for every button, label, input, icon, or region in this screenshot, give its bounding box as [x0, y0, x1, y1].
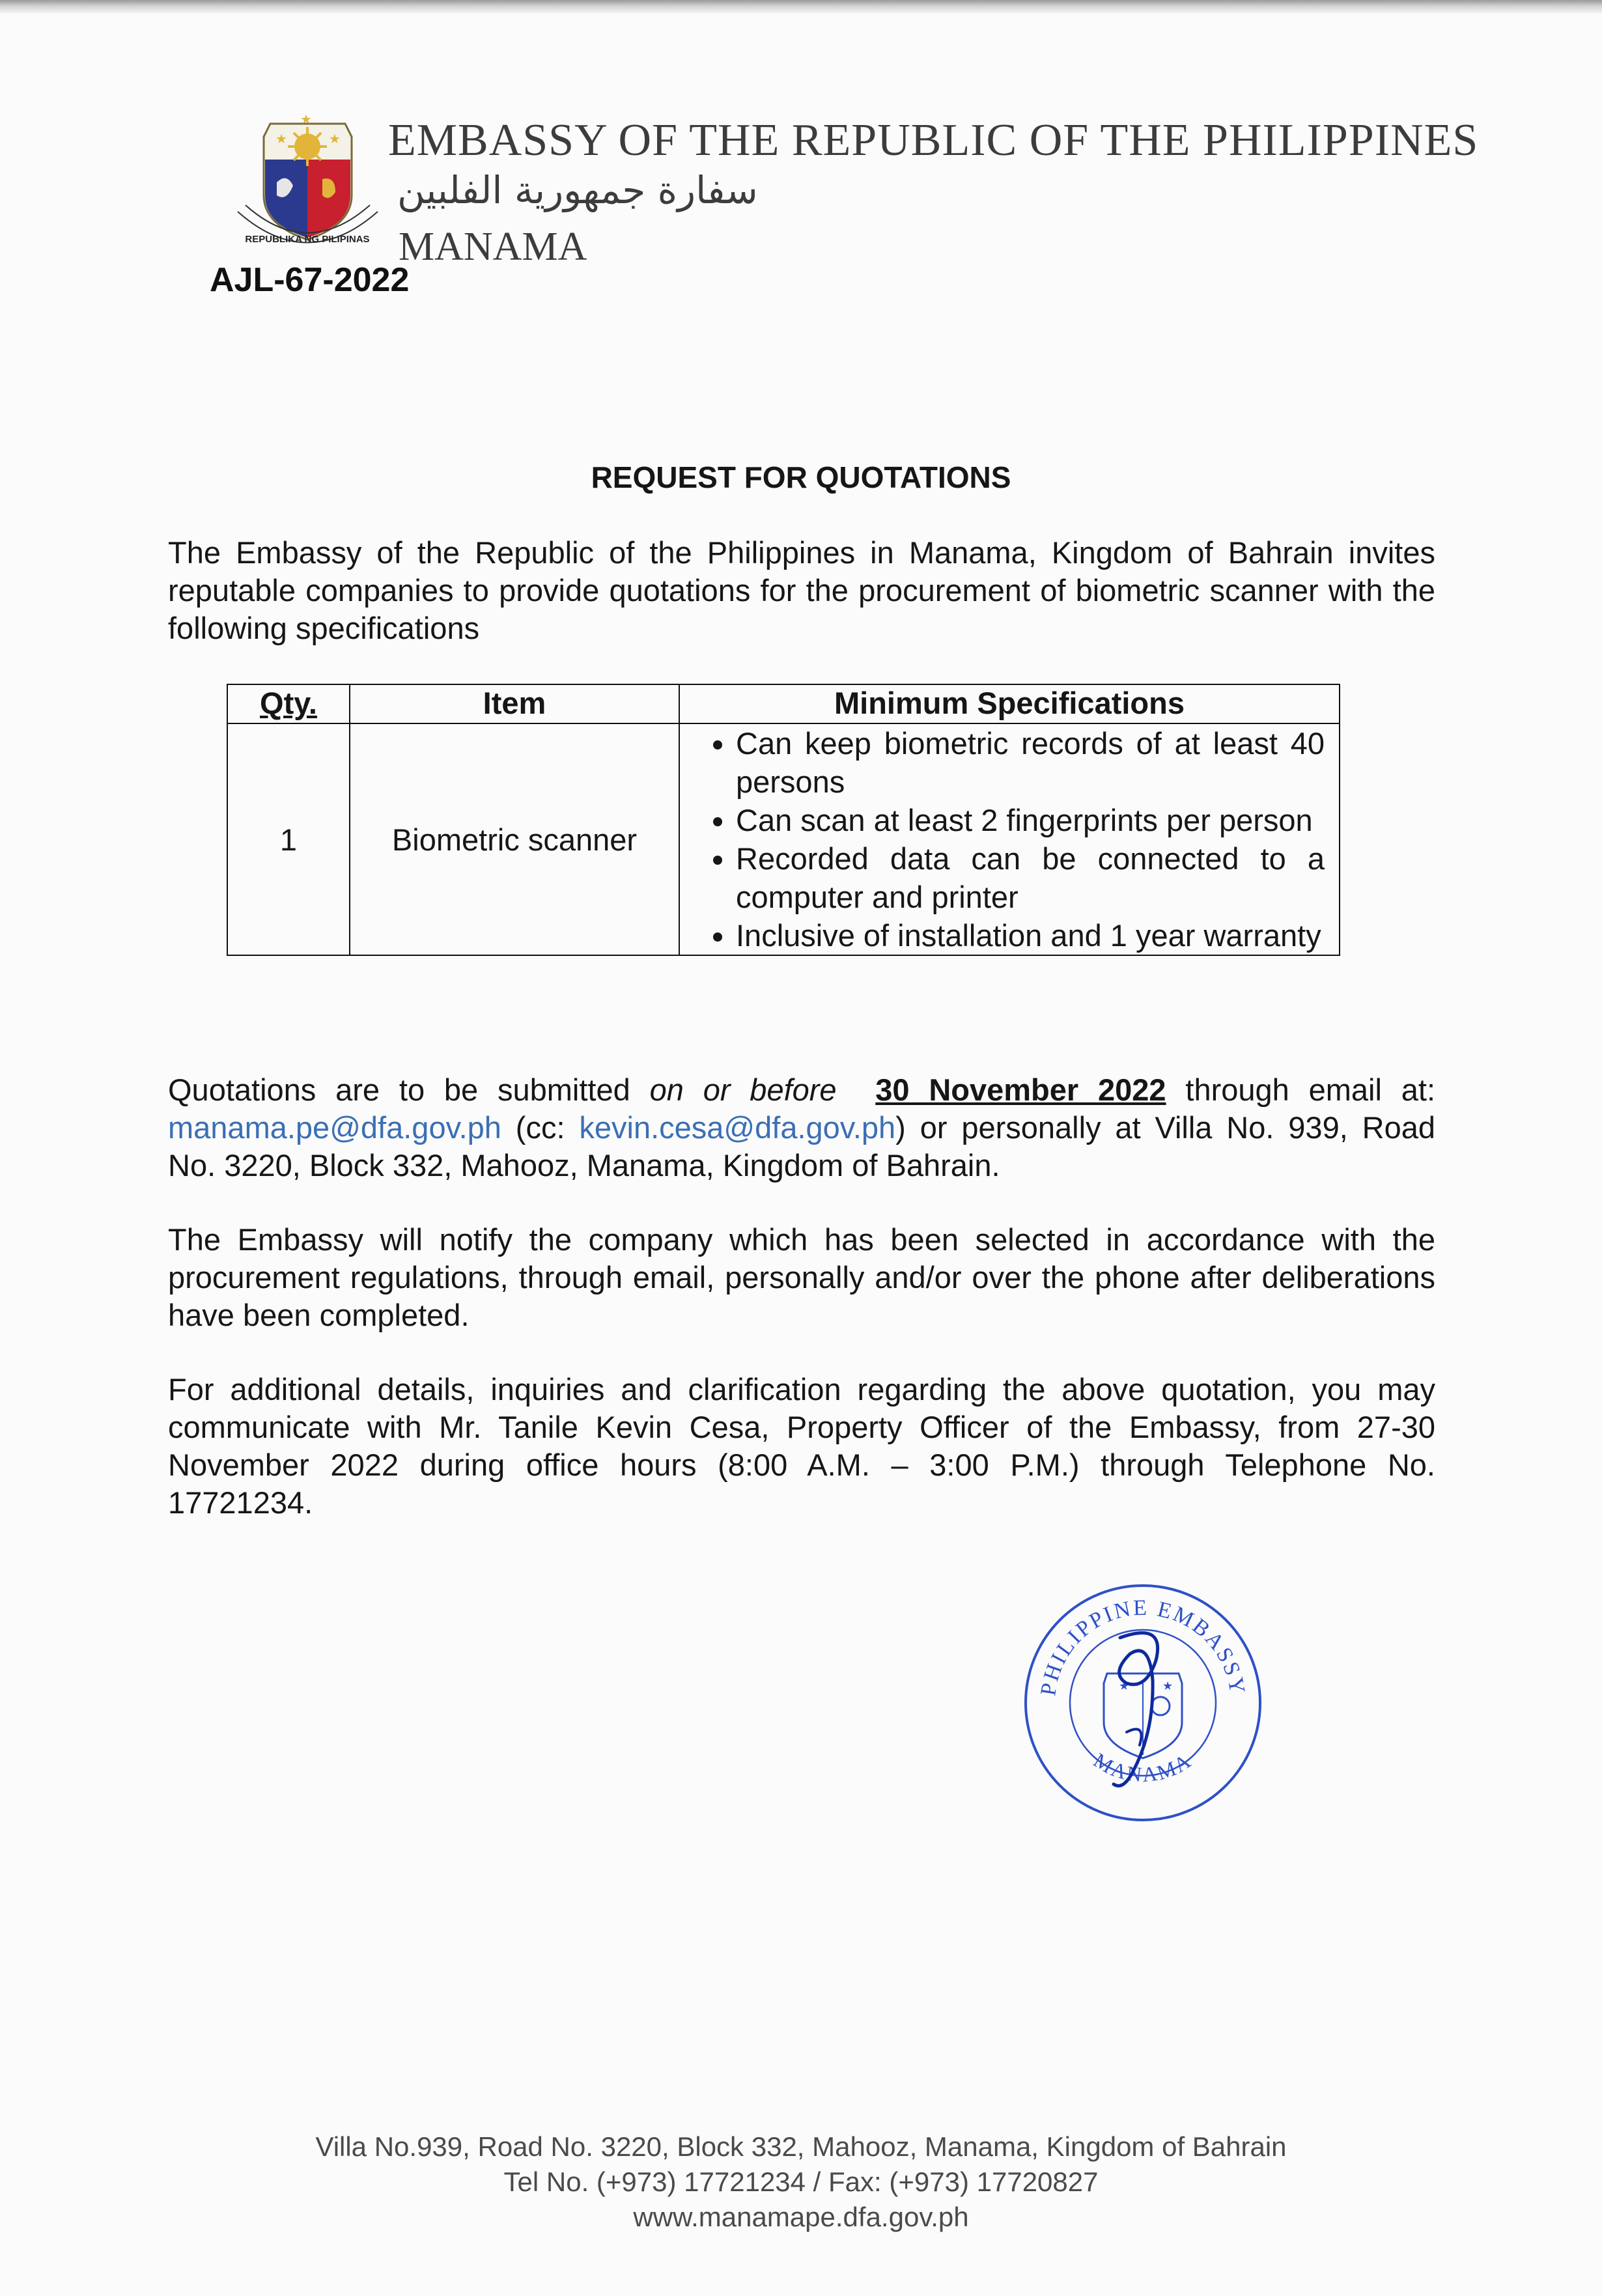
- submission-middle: through email at:: [1185, 1072, 1436, 1107]
- embassy-stamp: [1016, 1576, 1270, 1830]
- svg-text:★: ★: [1119, 1679, 1130, 1692]
- deadline-date: 30 November 2022: [875, 1072, 1166, 1107]
- seal-ribbon-text: REPUBLIKA NG PILIPINAS: [245, 234, 370, 245]
- philippine-seal-logo: [231, 98, 384, 260]
- table-row: [227, 723, 1340, 955]
- cell-qty: 1: [227, 723, 350, 955]
- cc-prefix: (cc:: [515, 1110, 565, 1145]
- svg-text:★: ★: [275, 132, 287, 147]
- svg-text:★: ★: [329, 132, 341, 147]
- spec-item: • Recorded data can be connected to a computer and printer: [736, 839, 1325, 916]
- embassy-name-arabic: سفارة جمهورية الفلبين: [397, 168, 758, 212]
- spec-list: [680, 724, 1325, 955]
- specifications-table: [227, 684, 1340, 956]
- svg-text:★: ★: [1162, 1679, 1173, 1692]
- document-title: REQUEST FOR QUOTATIONS: [591, 460, 1011, 494]
- header-specifications: Minimum Specifications: [679, 684, 1340, 723]
- cell-item: Biometric scanner: [350, 723, 679, 955]
- reference-number: AJL-67-2022: [210, 261, 410, 299]
- email-cc-link[interactable]: kevin.cesa@dfa.gov.ph: [579, 1110, 896, 1145]
- notification-paragraph: The Embassy will notify the company which has been selected in accordance with the procurement regulations, through email, personally and/or over the phone after deliberations have been completed.: [168, 1222, 1435, 1332]
- footer: [0, 2129, 1602, 2235]
- spec-item: • Inclusive of installation and 1 year warranty: [736, 916, 1325, 955]
- header-qty: Qty.: [227, 684, 350, 723]
- cell-specifications: [679, 723, 1340, 955]
- header-item: Item: [350, 684, 679, 723]
- footer-address: Villa No.939, Road No. 3220, Block 332, Mahooz, Manama, Kingdom of Bahrain: [315, 2131, 1287, 2162]
- deadline-phrase: on or before: [649, 1072, 837, 1107]
- intro-paragraph: The Embassy of the Republic of the Philippines in Manama, Kingdom of Bahrain invites reputable companies to provide quotations for the procurement of biometric scanner with the following specifications: [168, 535, 1435, 645]
- table-header-row: [227, 684, 1340, 723]
- contact-paragraph: For additional details, inquiries and clarification regarding the above quotation, you may communicate with Mr. Tanile Kevin Cesa, Property Officer of the Embassy, from 27-30 November 2022 during office hours (8:00 A.M. – 3:00 P.M.) through Telephone No. 17721234.: [168, 1372, 1435, 1520]
- stamp-top-text: PHILIPPINE EMBASSY: [1036, 1595, 1250, 1698]
- embassy-city: MANAMA: [399, 225, 587, 269]
- footer-phone: Tel No. (+973) 17721234 / Fax: (+973) 17720827: [503, 2166, 1099, 2197]
- scan-top-edge: [0, 0, 1602, 14]
- embassy-name: EMBASSY OF THE REPUBLIC OF THE PHILIPPINES: [388, 115, 1479, 165]
- svg-text:★: ★: [300, 113, 312, 127]
- spec-item: • Can keep biometric records of at least 40 persons: [736, 724, 1325, 801]
- submission-prefix: Quotations are to be submitted: [168, 1072, 630, 1107]
- submission-paragraph: [168, 1071, 1435, 1184]
- stamp-bottom-text: MANAMA: [1089, 1748, 1196, 1787]
- footer-website[interactable]: www.manamape.dfa.gov.ph: [633, 2202, 969, 2232]
- submission-suffix: or personally at Villa No. 939, Road No. 3220, Block 332, Mahooz, Manama, Kingdom of Bahrain.: [168, 1110, 1435, 1183]
- email-main-link[interactable]: manama.pe@dfa.gov.ph: [168, 1110, 501, 1145]
- cc-suffix: ): [895, 1110, 906, 1145]
- spec-item: • Can scan at least 2 fingerprints per person: [736, 801, 1325, 839]
